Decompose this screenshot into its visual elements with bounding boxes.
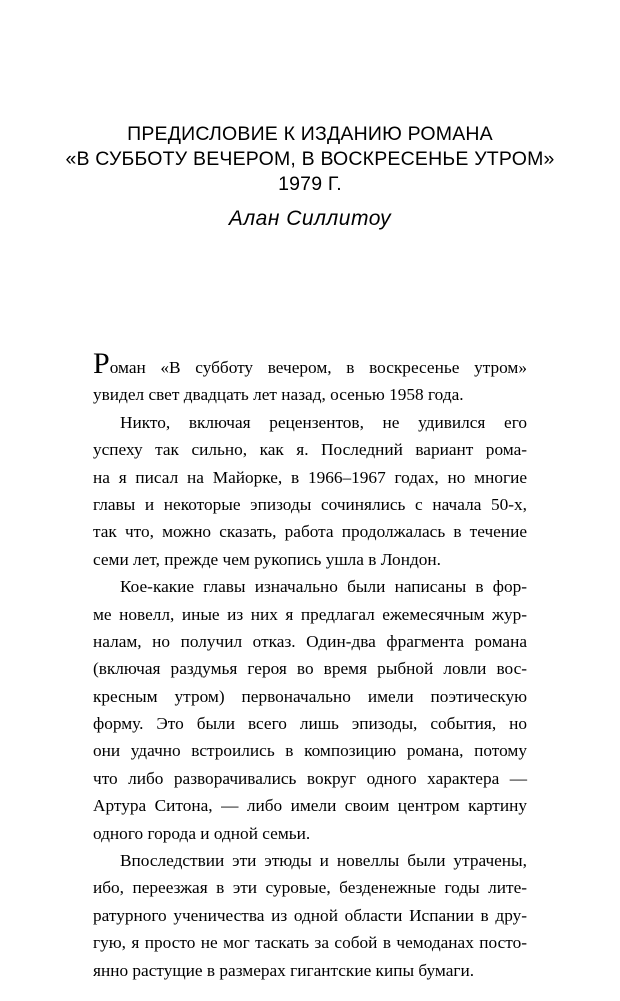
chapter-heading: [60, 122, 560, 197]
text-line: Кое-какие главы изначально были написаны в фор-: [120, 577, 527, 597]
heading-line-3: 1979 Г.: [278, 173, 342, 195]
heading-line-2: «В СУББОТУ ВЕЧЕРОМ, В ВОСКРЕСЕНЬЕ УТРОМ»: [65, 148, 555, 170]
text-line: налам, но получил отказ. Один-два фрагмента романа: [93, 631, 527, 651]
paragraph: [93, 347, 527, 409]
text-line: ме новелл, иные из них я предлагал ежемесячным жур-: [93, 604, 527, 624]
text-line: Никто, включая рецензентов, не удивился его: [120, 412, 527, 432]
text-line: что либо разворачивались вокруг одного характера —: [93, 768, 527, 788]
text-line: Роман «В субботу вечером, в воскресенье утром»: [93, 347, 527, 380]
text-line: одного города и одной семьи.: [93, 823, 311, 843]
author-name: Алан Силлитоу: [228, 207, 392, 230]
text-line: увидел свет двадцать лет назад, осенью 1958 года.: [93, 385, 464, 405]
text-line: на я писал на Майорке, в 1966–1967 годах, но многие: [93, 467, 527, 487]
text-line: ибо, переезжая в эти суровые, безденежные годы лите-: [93, 878, 527, 898]
drop-cap: Р: [93, 347, 110, 380]
text-line: семи лет, прежде чем рукопись ушла в Лондон.: [93, 549, 441, 569]
text-line: успеху так сильно, как я. Последний вариант рома-: [93, 440, 527, 460]
text-line: форму. Это были всего лишь эпизоды, события, но: [93, 714, 527, 734]
text-line: кресным утром) первоначально имели поэтическую: [93, 686, 527, 706]
text-line: они удачно встроились в композицию романа, потому: [93, 741, 527, 761]
text-line: Артура Ситона, — либо имели своим центром картину: [93, 796, 527, 816]
text-line: (включая раздумья героя во время рыбной ловли вос-: [93, 659, 527, 679]
text-line: янно растущие в размерах гигантские кипы бумаги.: [93, 960, 475, 980]
text-line: гую, я просто не мог таскать за собой в чемоданах посто-: [93, 933, 527, 953]
paragraph: [93, 573, 527, 847]
text-line: главы и некоторые эпизоды сочинялись с начала 50-х,: [93, 494, 527, 514]
body-text: [93, 347, 527, 984]
text-line: так что, можно сказать, работа продолжалась в течение: [93, 522, 527, 542]
text-line: Впоследствии эти этюды и новеллы были утрачены,: [120, 851, 527, 871]
paragraph: [93, 847, 527, 984]
paragraph: [93, 409, 527, 573]
text-line: ратурного ученичества из одной области Испании в дру-: [93, 905, 527, 925]
heading-line-1: ПРЕДИСЛОВИЕ К ИЗДАНИЮ РОМАНА: [127, 123, 493, 145]
